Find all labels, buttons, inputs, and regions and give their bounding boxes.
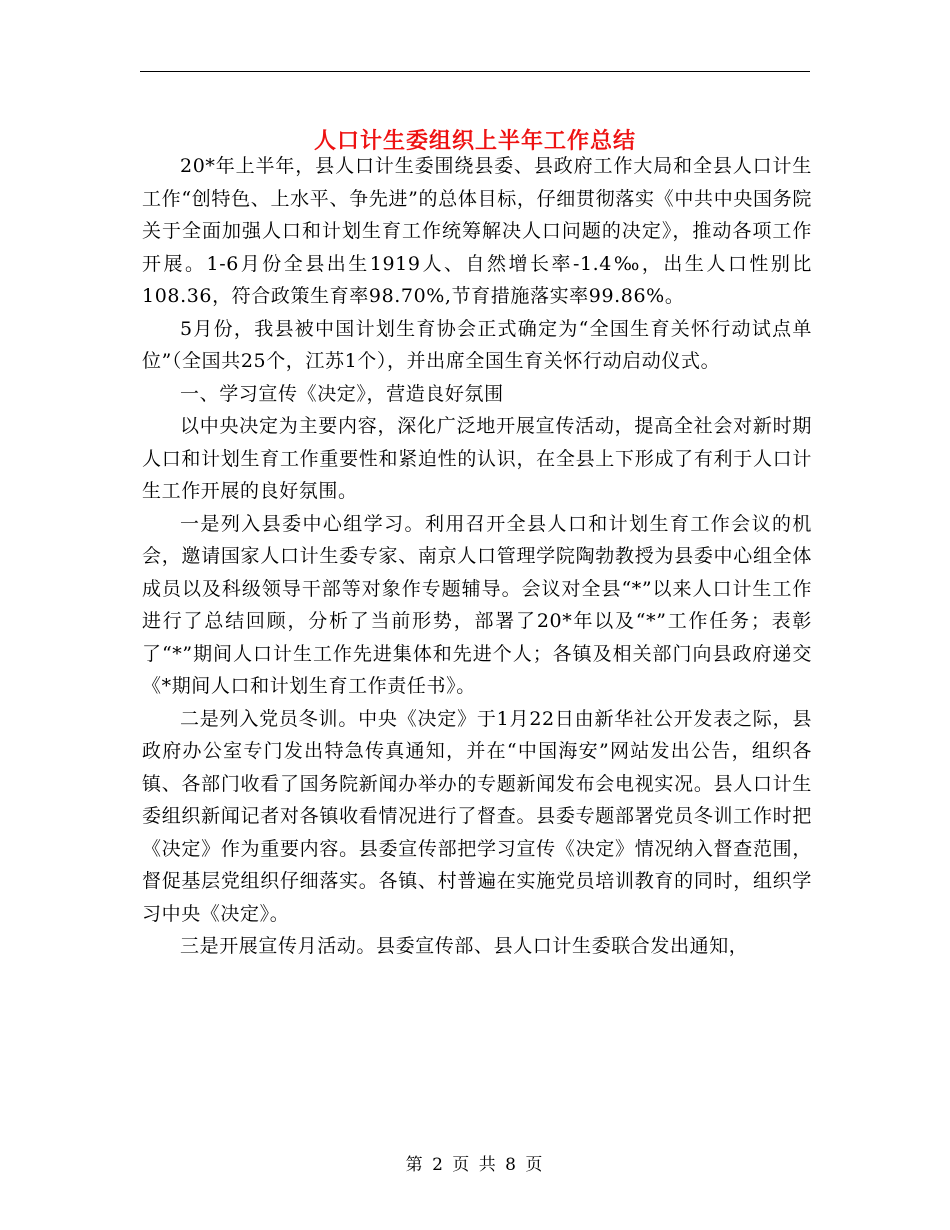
paragraph-publicity: 以中央决定为主要内容，深化广泛地开展宣传活动，提高全社会对新时期人口和计划生育工作重要性和紧迫性的认识，在全县上下形成了有利于人口计生工作开展的良好氛围。: [142, 415, 812, 502]
paragraph-intro: 20*年上半年，县人口计生委围绕县委、县政府工作大局和全县人口计生工作“创特色、上水平、争先进”的总体目标，仔细贯彻落实《中共中央国务院关于全面加强人口和计划生育工作统筹解决人口问题的决定》，推动各项工作开展。1-6月份全县出生1919人、自然增长率-1.4‰，出生人口性别比108.36，符合政策生育率98.70%,节育措施落实率99.86%。: [142, 155, 812, 307]
paragraph-party-winter-training: 二是列入党员冬训。中央《决定》于1月22日由新华社公开发表之际，县政府办公室专门发出特急传真通知，并在“中国海安”网站发出公告，组织各镇、各部门收看了国务院新闻办举办的专题新闻发布会电视实况。县人口计生委组织新闻记者对各镇收看情况进行了督查。县委专题部署党员冬训工作时把《决定》作为重要内容。县委宣传部把学习宣传《决定》情况纳入督查范围，督促基层党组织仔细落实。各镇、村普遍在实施党员培训教育的同时，组织学习中央《决定》。: [142, 707, 812, 925]
document-title: 人口计生委组织上半年工作总结: [313, 127, 636, 154]
page-number-footer: 第 2 页 共 8 页: [405, 1155, 545, 1175]
paragraph-publicity-month: 三是开展宣传月活动。县委宣传部、县人口计生委联合发出通知，: [180, 935, 749, 957]
section-heading-1: 一、学习宣传《决定》，营造良好氛围: [180, 382, 504, 405]
header-rule: [140, 71, 810, 72]
paragraph-central-group-study: 一是列入县委中心组学习。利用召开全县人口和计划生育工作会议的机会，邀请国家人口计生委专家、南京人口管理学院陶勃教授为县委中心组全体成员以及科级领导干部等对象作专题辅导。会议对全县“*”以来人口计生工作进行了总结回顾，分析了当前形势，部署了20*年以及“*”工作任务；表彰了“*”期间人口计生工作先进集体和先进个人；各镇及相关部门向县政府递交《*期间人口和计划生育工作责任书》。: [142, 512, 812, 697]
document-body: [142, 150, 812, 963]
paragraph-pilot-unit: 5月份，我县被中国计划生育协会正式确定为“全国生育关怀行动试点单位”（全国共25个，江苏1个），并出席全国生育关怀行动启动仪式。: [142, 317, 812, 372]
